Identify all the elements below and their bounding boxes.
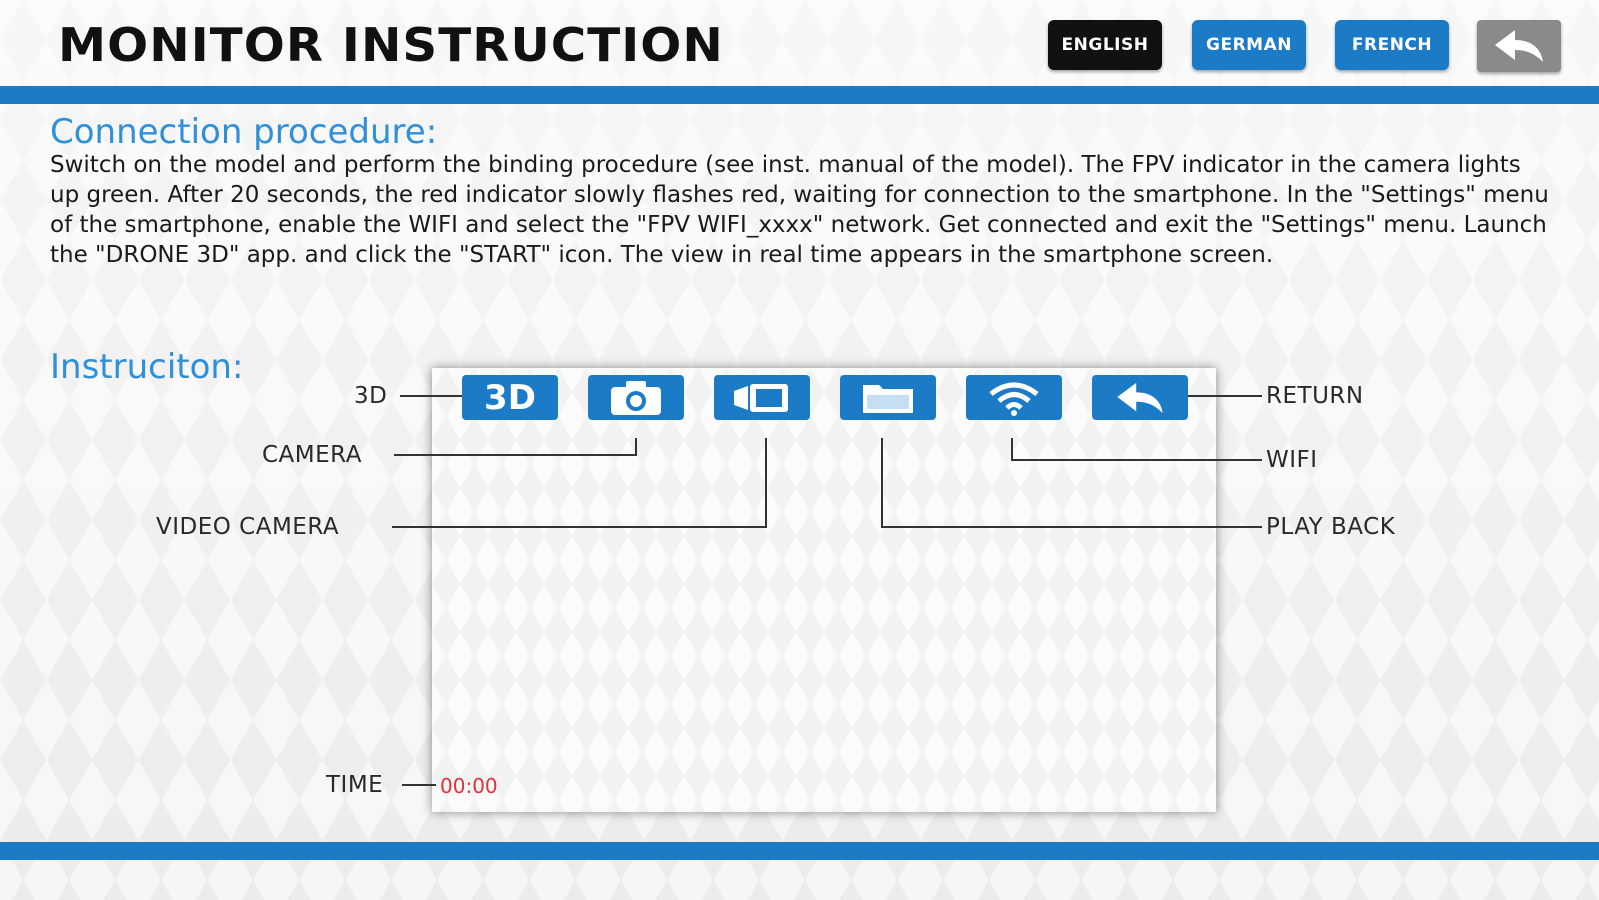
connection-instructions: Switch on the model and perform the binding procedure (see inst. manual of the model). The FPV indicator in the camera lights up green. After 20 seconds, the red indicator slowly flashes red, waiting for connection to the smartphone. In the "Settings" menu of the smartphone, enable the WIFI and select the "FPV WIFI_xxxx" network. Get connected and exit the "Settings" menu. Launch the "DRONE 3D" app. and click the "START" icon. The view in real time appears in the smartphone screen. (50, 152, 1549, 268)
time-readout: 00:00 (440, 774, 498, 798)
connection-heading: Connection procedure: (50, 112, 438, 152)
page-title: MONITOR INSTRUCTION (58, 18, 724, 72)
label-time: TIME (326, 772, 384, 798)
label-wifi: WIFI (1266, 447, 1318, 473)
label-3d: 3D (354, 383, 388, 409)
instruction-heading: Instruciton: (50, 347, 244, 387)
label-return: RETURN (1266, 383, 1364, 409)
label-video-camera: VIDEO CAMERA (156, 514, 340, 540)
3d-button[interactable]: 3D (462, 375, 558, 420)
english-button[interactable]: ENGLISH (1048, 20, 1162, 70)
german-button[interactable]: GERMAN (1192, 20, 1306, 70)
french-button[interactable]: FRENCH (1335, 20, 1449, 70)
label-play-back: PLAY BACK (1266, 514, 1396, 540)
footer-divider (0, 842, 1599, 860)
label-camera: CAMERA (262, 442, 362, 468)
